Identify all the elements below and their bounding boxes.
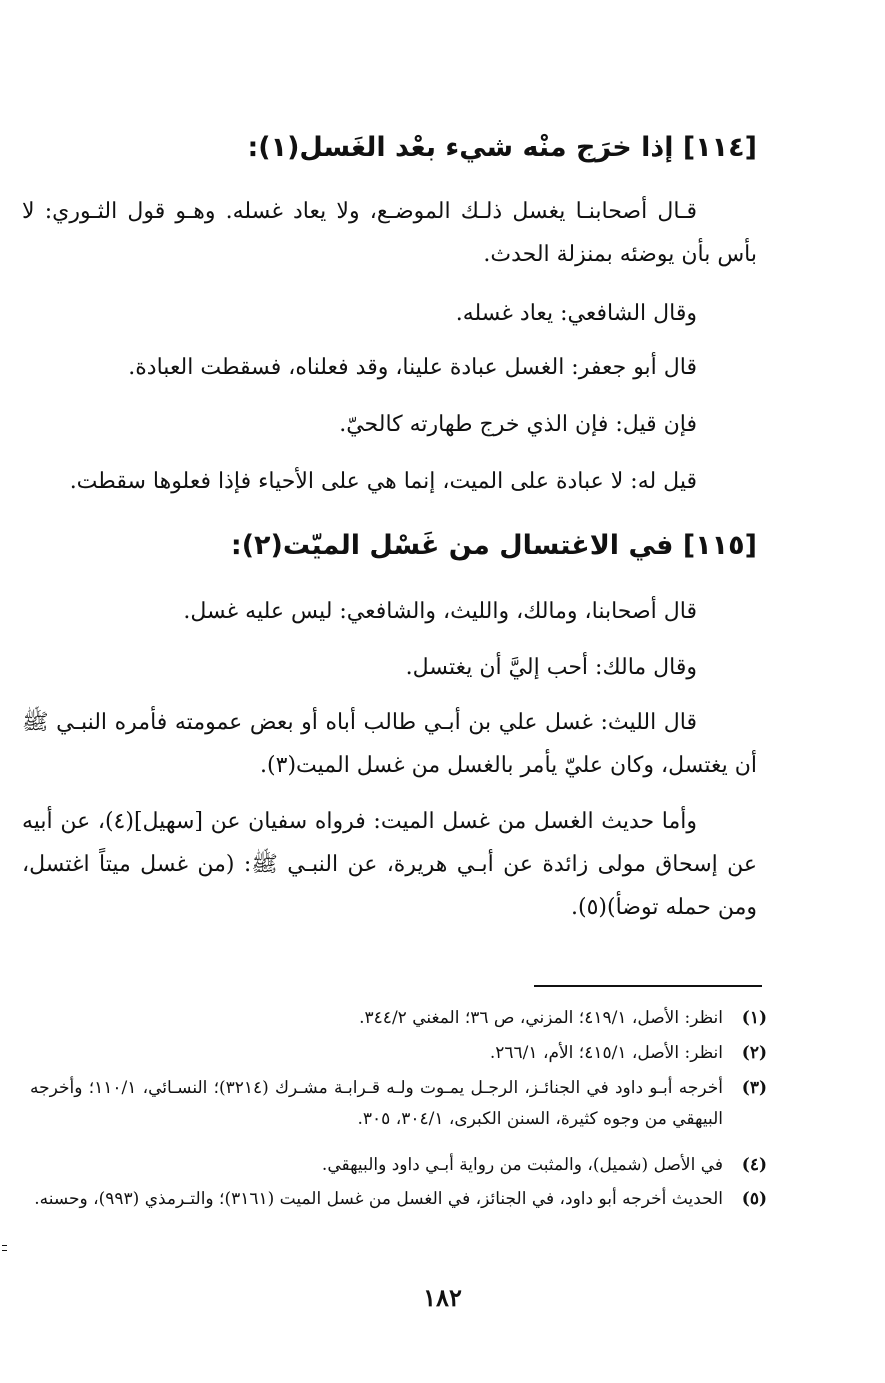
page-number: ١٨٢ <box>423 1283 462 1312</box>
paragraph: وأما حديث الغسل من غسل الميت: فرواه سفيان عن [سهيل](٤)، عن أبيه عن إسحاق مولى زائدة عن أبـي هريرة، عن النبـي ﷺ: (من غسل ميتاً اغتسل، ومن حمله توضأ)(٥). <box>22 809 757 920</box>
section-heading-114: [١١٤] إذا خرَج منْه شيء بعْد الغَسل(١): <box>247 132 757 163</box>
footnote-text: أخرجه أبـو داود في الجنائـز، الرجـل يمـوت ولـه قـرابـة مشـرك (٣٢١٤)؛ النسـائي، ١١٠/١؛ وأخرجه البيهقي من وجوه كثيرة، السنن الكبرى، ٣٠٤/١، ٣٠٥. <box>30 1078 723 1129</box>
footnote-text: انظر: الأصل، ٤١٥/١؛ الأم، ٢٦٦/١. <box>489 1043 723 1063</box>
paragraph: فإن قيل: فإن الذي خرج طهارته كالحيّ. <box>339 412 697 437</box>
footnote-text: الحديث أخرجه أبو داود، في الجنائز، في الغسل من غسل الميت (٣١٦١)؛ والتـرمذي (٩٩٣)، وحسنه. <box>34 1189 723 1209</box>
paragraph: قـال أصحابنـا يغسل ذلـك الموضـع، ولا يعاد غسله. وهـو قول الثـوري: لا بأس بأن يوضئه بمنزلة الحدث. <box>22 199 757 267</box>
footnote <box>30 1184 767 1215</box>
footnote-number: (٤) <box>741 1155 767 1175</box>
footnote-text: في الأصل (شميل)، والمثبت من رواية أبـي داود والبيهقي. <box>321 1155 723 1175</box>
footnote <box>30 1073 767 1135</box>
footnote-number: (٢) <box>741 1043 767 1063</box>
footnote-number: (٣) <box>741 1078 767 1098</box>
footnote-number: (١) <box>741 1008 767 1028</box>
paragraph: قيل له: لا عبادة على الميت، إنما هي على الأحياء فإذا فعلوها سقطت. <box>69 469 697 494</box>
footnote-text: انظر: الأصل، ٤١٩/١؛ المزني، ص ٣٦؛ المغني ٣٤٤/٢. <box>359 1008 723 1028</box>
footnote <box>30 1150 767 1181</box>
paragraph: وقال الشافعي: يعاد غسله. <box>455 301 697 326</box>
paragraph: قال أصحابنا، ومالك، والليث، والشافعي: ليس عليه غسل. <box>183 599 697 624</box>
paragraph: قال الليث: غسل علي بن أبـي طالب أباه أو بعض عمومته فأمره النبـي ﷺ أن يغتسل، وكان عليّ يأمر بالغسل من غسل الميت(٣). <box>22 710 757 778</box>
section-heading-115: [١١٥] في الاغتسال من غَسْل الميّت(٢): <box>230 530 757 561</box>
paragraph: وقال مالك: أحب إليَّ أن يغتسل. <box>405 655 697 680</box>
footnote-divider <box>534 985 762 987</box>
margin-mark <box>2 1245 7 1251</box>
footnote <box>30 1003 767 1034</box>
paragraph: قال أبو جعفر: الغسل عبادة علينا، وقد فعلناه، فسقطت العبادة. <box>128 355 697 380</box>
footnote <box>30 1038 767 1069</box>
footnote-number: (٥) <box>741 1189 767 1209</box>
